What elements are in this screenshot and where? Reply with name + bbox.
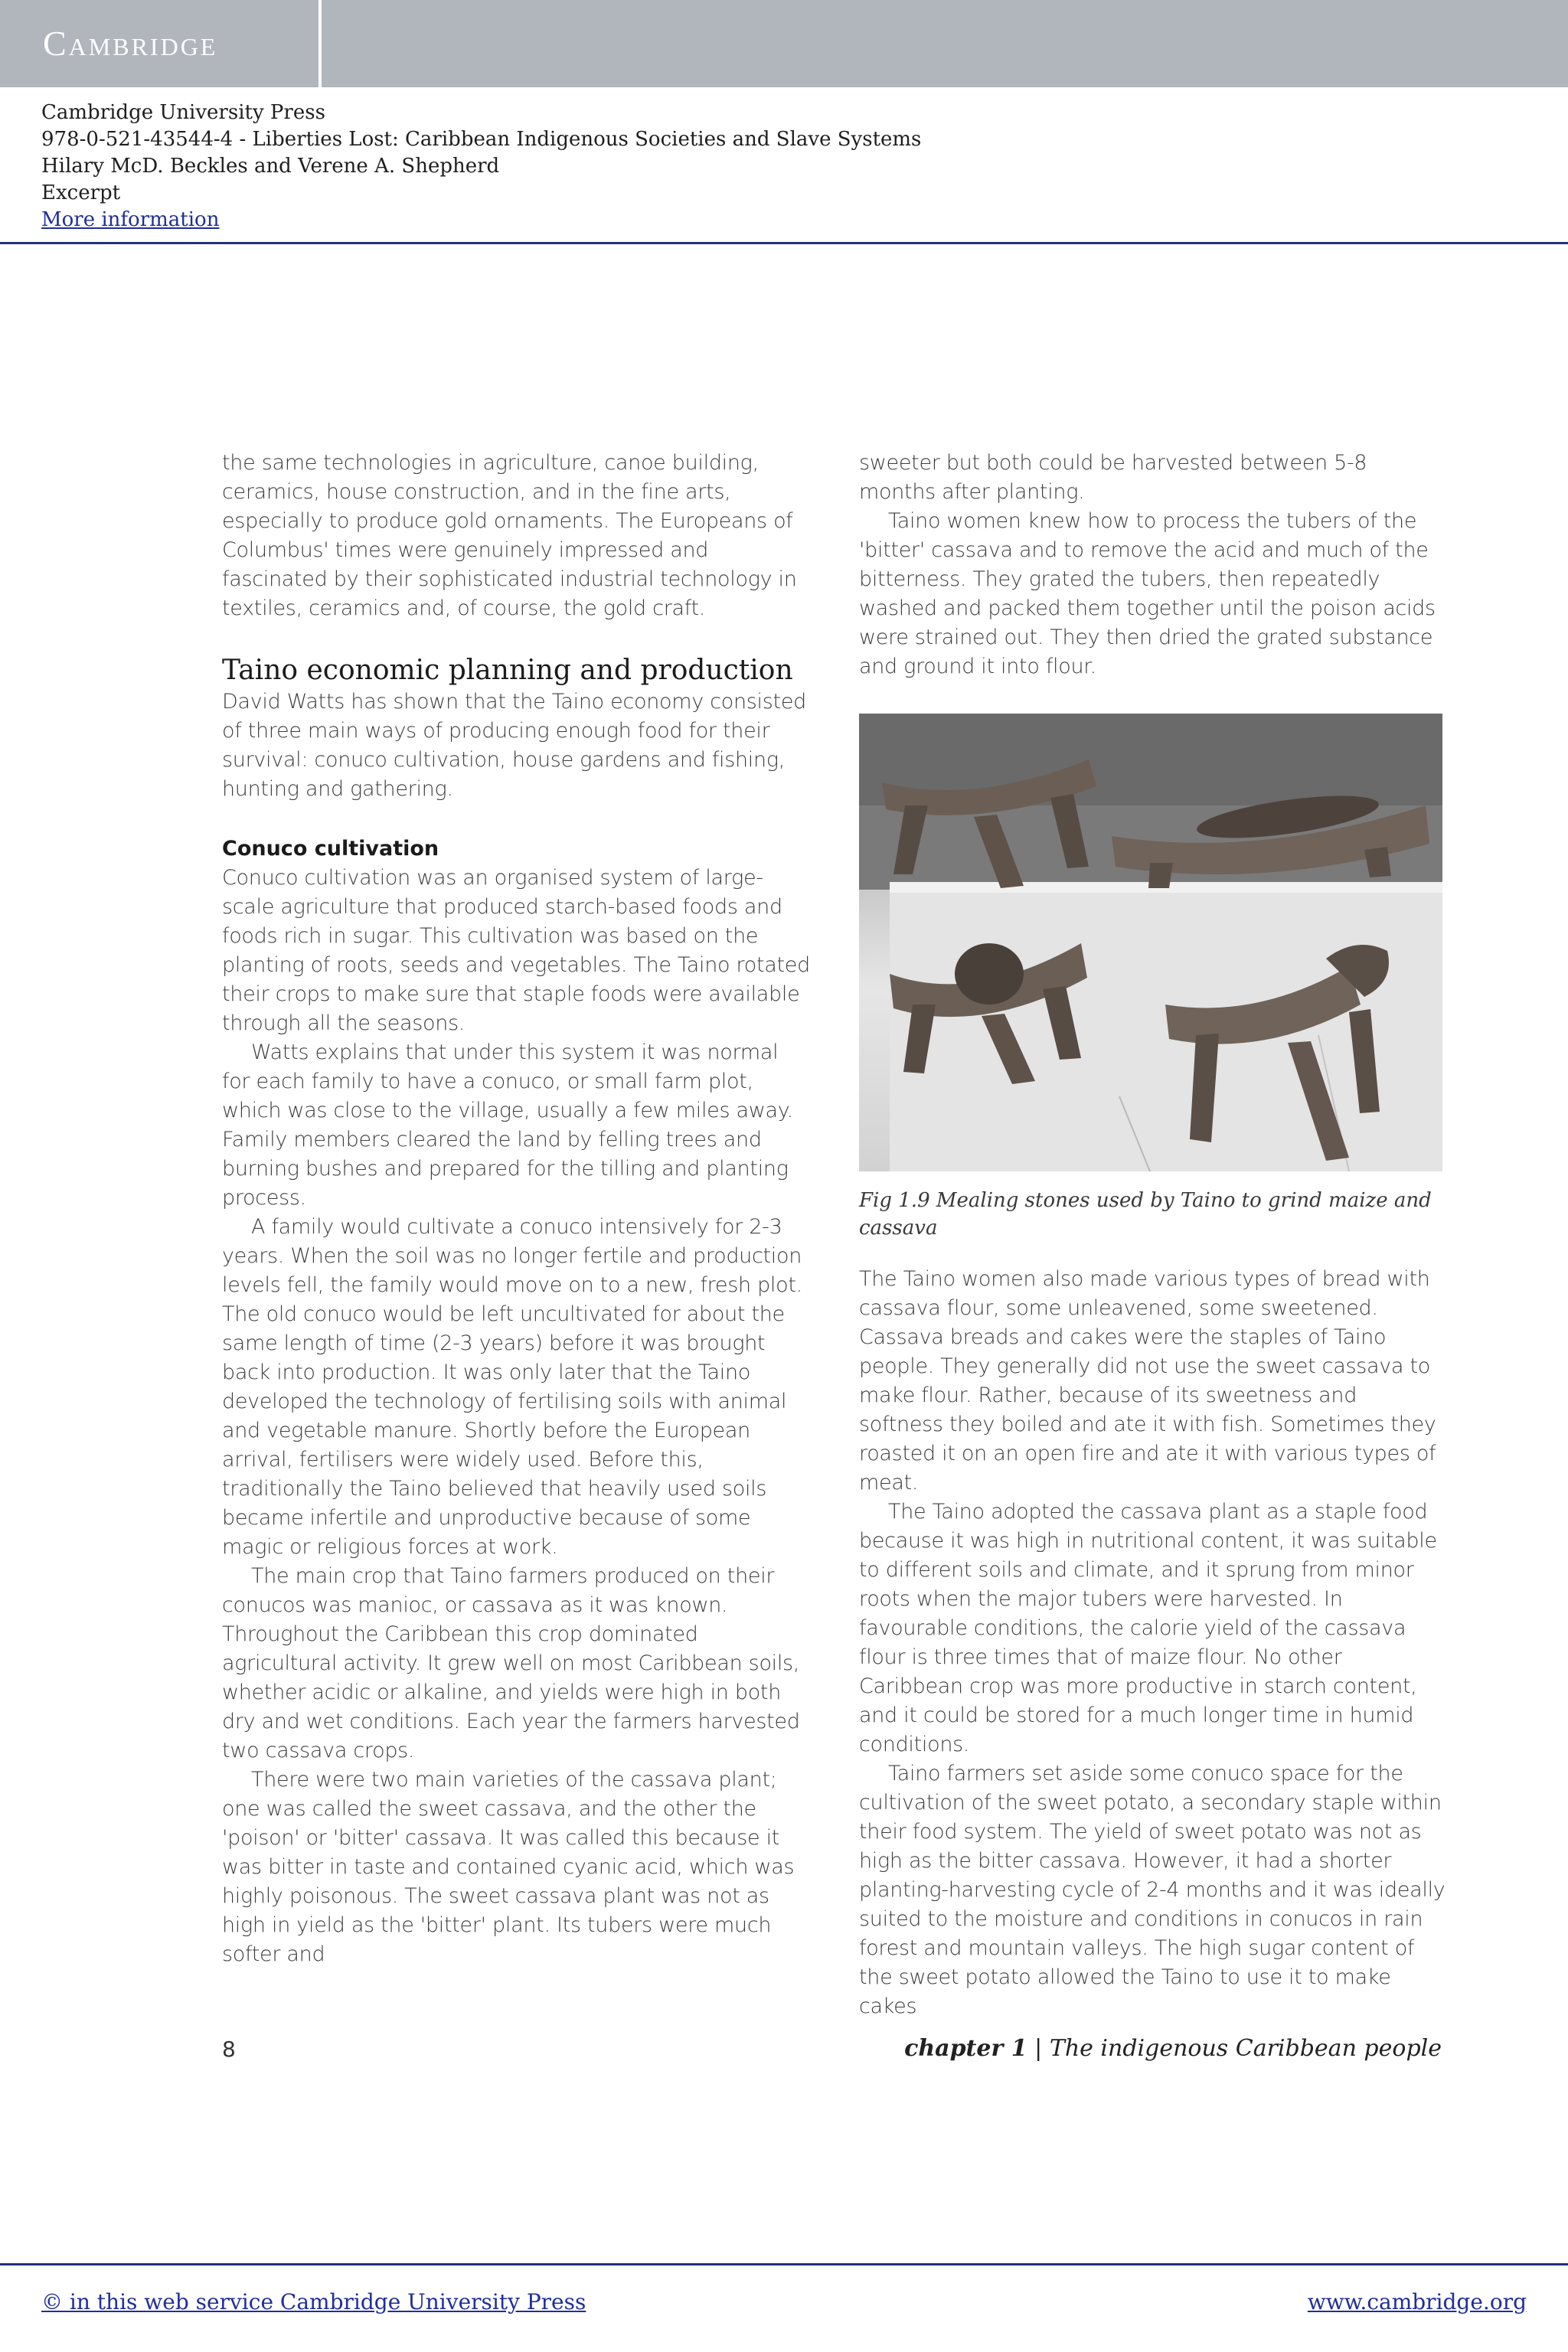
paragraph: David Watts has shown that the Taino economy consisted of three main ways of producing enough food for their survival: conuco cultivation, house gardens and fishing, hunting and gathering. (222, 690, 806, 801)
cambridge-website-link[interactable]: www.cambridge.org (1307, 2289, 1527, 2314)
left-column (222, 449, 812, 1969)
paragraph: The main crop that Taino farmers produced on their conucos was manioc, or cassava as it was known. Throughout the Caribbean this crop dominated agricultural activity. It grew well on most Caribbean soils, whether acidic or alkaline, and yields were high in both dry and wet conditions. Each year the farmers harvested two cassava crops. (222, 1564, 800, 1762)
paragraph: Taino women knew how to process the tubers of the 'bitter' cassava and to remove the acid and much of the bitterness. They grated the tubers, then repeatedly washed and packed them together until the poison acids were strained out. They then dried the grated substance and ground it into flour. (859, 509, 1436, 678)
paragraph: There were two main varieties of the cassava plant; one was called the sweet cassava, and the other the 'poison' or 'bitter' cassava. It was called this because it was bitter in taste and contained cyanic acid, which was highly poisonous. The sweet cassava plant was not as high in yield as the 'bitter' plant. Its tubers were much softer and (222, 1768, 795, 1966)
page-number: 8 (222, 2037, 236, 2062)
paragraph: sweeter but both could be harvested between 5-8 months after planting. (859, 451, 1367, 504)
isbn-title-line: 978-0-521-43544-4 - Liberties Lost: Caribbean Indigenous Societies and Slave Systems (41, 128, 922, 151)
more-information-link[interactable]: More information (41, 208, 220, 231)
paragraph: the same technologies in agriculture, canoe building, ceramics, house construction, and in the fine arts, especially to produce gold ornaments. The Europeans of Columbus' times were genuinely impressed and fascinated by their sophisticated industrial technology in textiles, ceramics and, of course, the gold craft. (222, 451, 797, 620)
header-rule (0, 242, 1568, 244)
book-metadata (41, 100, 921, 234)
subsection-heading: Conuco cultivation (222, 837, 439, 861)
paragraph: The Taino women also made various types of bread with cassava flour, some unleavened, some sweetened. Cassava breads and cakes were the staples of Taino people. They generally did not use the sweet cassava to make flour. Rather, because of its sweetness and softness they boiled and ate it with fish. Sometimes they roasted it on an open fire and ate it with various types of meat. (859, 1267, 1436, 1494)
footer-rule (0, 2263, 1568, 2265)
copyright-link[interactable]: © in this web service Cambridge University Press (41, 2289, 586, 2314)
excerpt-line: Excerpt (41, 181, 121, 204)
paragraph: Watts explains that under this system it was normal for each family to have a conuco, or small farm plot, which was close to the village, usually a few miles away. Family members cleared the land by felling trees and burning bushes and prepared for the tilling and planting process. (222, 1040, 793, 1210)
running-footer: chapter 1 | The indigenous Caribbean people (904, 2035, 1442, 2062)
section-heading: Taino economic planning and production (222, 655, 793, 686)
paragraph: Conuco cultivation was an organised system of large-scale agriculture that produced starch-based foods and foods rich in sugar. This cultivation was based on the planting of roots, seeds and vegetables. The Taino rotated their crops to make sure that staple foods were available through all the seasons. (222, 866, 810, 1035)
right-column (859, 449, 1446, 2021)
paragraph: A family would cultivate a conuco intensively for 2-3 years. When the soil was no longer fertile and production levels fell, the family would move on to a new, fresh plot. The old conuco would be left uncultivated for about the same length of time (2-3 years) before it was brought back into production. It was only later that the Taino developed the technology of fertilising soils with animal and vegetable manure. Shortly before the European arrival, fertilisers were widely used. Before this, traditionally the Taino believed that heavily used soils became infertile and unproductive because of some magic or religious forces at work. (222, 1215, 802, 1559)
cambridge-logo: Cambridge (43, 24, 218, 63)
paragraph: Taino farmers set aside some conuco space for the cultivation of the sweet potato, a secondary staple within their food system. The yield of sweet potato was not as high as the bitter cassava. However, it had a shorter planting-harvesting cycle of 2-4 months and it was ideally suited to the moisture and conditions in conucos in rain forest and mountain valleys. The high sugar content of the sweet potato allowed the Taino to use it to make cakes (859, 1762, 1446, 2018)
publisher-line: Cambridge University Press (41, 101, 325, 124)
figure-caption: Fig 1.9 Mealing stones used by Taino to grind maize and cassava (859, 1189, 1432, 1240)
authors-line: Hilary McD. Beckles and Verene A. Shepherd (41, 155, 500, 178)
chapter-label: chapter 1 (904, 2035, 1027, 2062)
banner-divider (318, 0, 322, 87)
paragraph: The Taino adopted the cassava plant as a staple food because it was high in nutritional content, it was suitable to different soils and climate, and it sprung from minor roots when the major tubers were harvested. In favourable conditions, the calorie yield of the cassava flour is three times that of maize flour. No other Caribbean crop was more productive in starch content, and it could be stored for a much longer time in humid conditions. (859, 1500, 1437, 1756)
chapter-title: The indigenous Caribbean people (1049, 2035, 1442, 2062)
mealing-stones-photo (859, 714, 1442, 1171)
header-banner (0, 0, 1568, 87)
photo-illustration (859, 714, 1442, 1171)
